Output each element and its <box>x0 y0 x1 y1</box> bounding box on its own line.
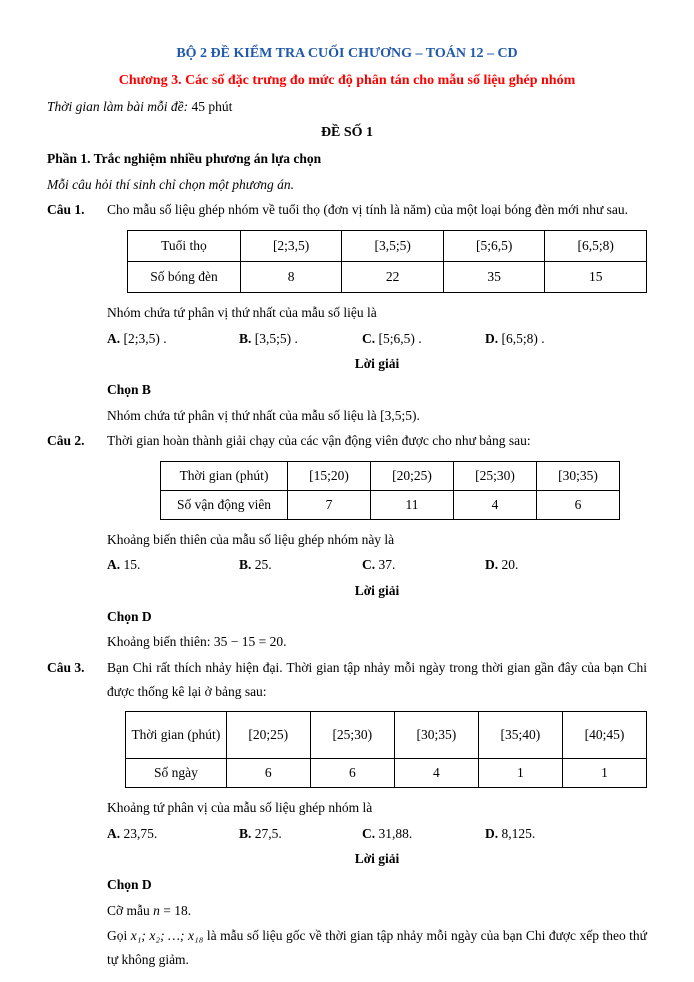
option-c-text: [5;6,5) . <box>378 330 422 346</box>
table-cell: 15 <box>545 262 647 293</box>
question-1-prompt: Nhóm chứa tứ phân vị thứ nhất của mẫu số liệu là <box>107 305 377 320</box>
option-d-text: 8,125. <box>501 825 536 841</box>
option-d <box>485 553 647 577</box>
table-cell: [3,5;5) <box>342 231 444 262</box>
question-1-label: Câu 1. <box>47 202 85 218</box>
duration-label: Thời gian làm bài mỗi đề: <box>47 99 189 114</box>
table-cell: 35 <box>443 262 545 293</box>
table-cell: [15;20) <box>288 461 371 490</box>
option-c-label: C. <box>362 330 376 346</box>
exam-number: ĐỀ SỐ 1 <box>320 124 374 140</box>
table-cell: 11 <box>371 490 454 519</box>
math-sequence: x₁; x₂; …; x₁₈ <box>130 928 204 944</box>
question-2-solution: Khoảng biến thiên: 35 − 15 = 20. <box>107 634 287 650</box>
question-3-solution-line-1 <box>107 899 647 923</box>
table-cell: 7 <box>288 490 371 519</box>
table-cell: Thời gian (phút) <box>126 712 227 759</box>
table-cell: [6,5;8) <box>545 231 647 262</box>
table-cell: [25;30) <box>310 712 394 759</box>
option-b-text: 25. <box>254 557 272 573</box>
table-cell: Số ngày <box>126 759 227 788</box>
option-b-label: B. <box>239 825 252 841</box>
duration-line <box>47 95 647 119</box>
question-3-text: Bạn Chi rất thích nhảy hiện đại. Thời gian tập nhảy mỗi ngày trong thời gian gần đây của bạn Chi được thống kê lại ở bảng sau: <box>107 659 647 699</box>
option-a-label: A. <box>107 330 121 346</box>
option-a-label: A. <box>107 825 121 841</box>
solution-text: Cỡ mẫu <box>107 902 154 918</box>
solution-heading: Lời giải <box>354 356 400 372</box>
option-b <box>239 327 362 351</box>
option-c <box>362 327 485 351</box>
option-b-text: 27,5. <box>254 825 282 841</box>
table-cell: [30;35) <box>394 712 478 759</box>
question-3-header <box>47 656 647 703</box>
question-3-answer: Chọn D <box>107 877 152 892</box>
option-b <box>239 822 362 846</box>
option-c-text: 37. <box>378 557 396 573</box>
table-row <box>161 490 620 519</box>
question-3-options <box>107 822 647 846</box>
table-row <box>161 461 620 490</box>
table-cell: 22 <box>342 262 444 293</box>
option-a <box>107 822 239 846</box>
question-1-solution: Nhóm chứa tứ phân vị thứ nhất của mẫu số liệu là [3,5;5). <box>107 407 420 423</box>
option-d-text: [6,5;8) . <box>501 330 545 346</box>
option-c <box>362 553 485 577</box>
option-b-label: B. <box>239 330 252 346</box>
question-2-options <box>107 553 647 577</box>
question-1-table <box>127 230 647 293</box>
question-3-table <box>125 711 647 788</box>
table-row <box>128 231 647 262</box>
option-a-label: A. <box>107 557 121 573</box>
option-a-text: [2;3,5) . <box>123 330 167 346</box>
document-title: BỘ 2 ĐỀ KIỂM TRA CUỐI CHƯƠNG – TOÁN 12 – CD <box>176 46 518 61</box>
table-cell: Số bóng đèn <box>128 262 241 293</box>
table-cell: 8 <box>240 262 342 293</box>
table-cell: [20;25) <box>226 712 310 759</box>
solution-text: = 18. <box>159 902 192 918</box>
table-cell: Thời gian (phút) <box>161 461 288 490</box>
table-cell: 6 <box>226 759 310 788</box>
table-cell: Số vận động viên <box>161 490 288 519</box>
question-1-text: Cho mẫu số liệu ghép nhóm về tuổi thọ (đơn vị tính là năm) của một loại bóng đèn mới như sau. <box>107 202 629 218</box>
option-d <box>485 327 647 351</box>
option-a <box>107 553 239 577</box>
table-cell: [40;45) <box>562 712 646 759</box>
option-b-text: [3,5;5) . <box>254 330 298 346</box>
question-1-answer: Chọn B <box>107 381 151 397</box>
option-a-text: 15. <box>123 557 141 573</box>
option-b <box>239 553 362 577</box>
table-cell: 4 <box>454 490 537 519</box>
table-cell: [5;6,5) <box>443 231 545 262</box>
option-a-text: 23,75. <box>123 825 158 841</box>
part-title: Phần 1. Trắc nghiệm nhiều phương án lựa chọn <box>47 151 322 167</box>
option-c-text: 31,88. <box>378 825 413 841</box>
question-2-table <box>160 461 620 520</box>
option-d <box>485 822 647 846</box>
option-c <box>362 822 485 846</box>
chapter-subtitle: Chương 3. Các số đặc trưng đo mức độ phân tán cho mẫu số liệu ghép nhóm <box>118 72 576 88</box>
table-cell: [35;40) <box>478 712 562 759</box>
table-cell: [20;25) <box>371 461 454 490</box>
table-cell: 4 <box>394 759 478 788</box>
solution-text: Gọi <box>107 928 131 944</box>
solution-text: là mẫu số liệu gốc về thời gian tập nhảy mỗi ngày của bạn Chi được xếp theo thứ tự không giảm. <box>107 928 647 967</box>
option-d-text: 20. <box>501 557 519 573</box>
table-row <box>126 712 647 759</box>
table-row <box>126 759 647 788</box>
table-cell: [30;35) <box>537 461 620 490</box>
question-2-answer: Chọn D <box>107 608 152 624</box>
question-3-prompt: Khoảng tứ phân vị của mẫu số liệu ghép nhóm là <box>107 800 373 816</box>
option-d-label: D. <box>485 557 499 573</box>
math-variable: n <box>153 902 160 918</box>
question-3-solution-line-2 <box>107 924 647 971</box>
question-2-header <box>47 429 647 453</box>
question-3-label: Câu 3. <box>47 659 85 675</box>
option-a <box>107 327 239 351</box>
option-c-label: C. <box>362 557 376 573</box>
table-cell: [25;30) <box>454 461 537 490</box>
question-1-header <box>47 198 647 222</box>
table-cell: [2;3,5) <box>240 231 342 262</box>
table-cell: 6 <box>537 490 620 519</box>
table-row <box>128 262 647 293</box>
table-cell: 1 <box>562 759 646 788</box>
table-cell: 1 <box>478 759 562 788</box>
question-2-label: Câu 2. <box>47 433 85 449</box>
question-1-options <box>107 327 647 351</box>
solution-heading: Lời giải <box>354 851 400 867</box>
table-cell: 6 <box>310 759 394 788</box>
question-2-text: Thời gian hoàn thành giải chạy của các vận động viên được cho như bảng sau: <box>107 433 531 449</box>
option-d-label: D. <box>485 330 499 346</box>
table-cell: Tuổi thọ <box>128 231 241 262</box>
solution-heading: Lời giải <box>354 583 400 598</box>
option-b-label: B. <box>239 557 252 573</box>
question-2-prompt: Khoảng biến thiên của mẫu số liệu ghép nhóm này là <box>107 531 395 547</box>
option-d-label: D. <box>485 825 499 841</box>
part-note: Mỗi câu hỏi thí sinh chỉ chọn một phương án. <box>47 176 295 192</box>
option-c-label: C. <box>362 825 376 841</box>
duration-value: 45 phút <box>191 99 233 114</box>
